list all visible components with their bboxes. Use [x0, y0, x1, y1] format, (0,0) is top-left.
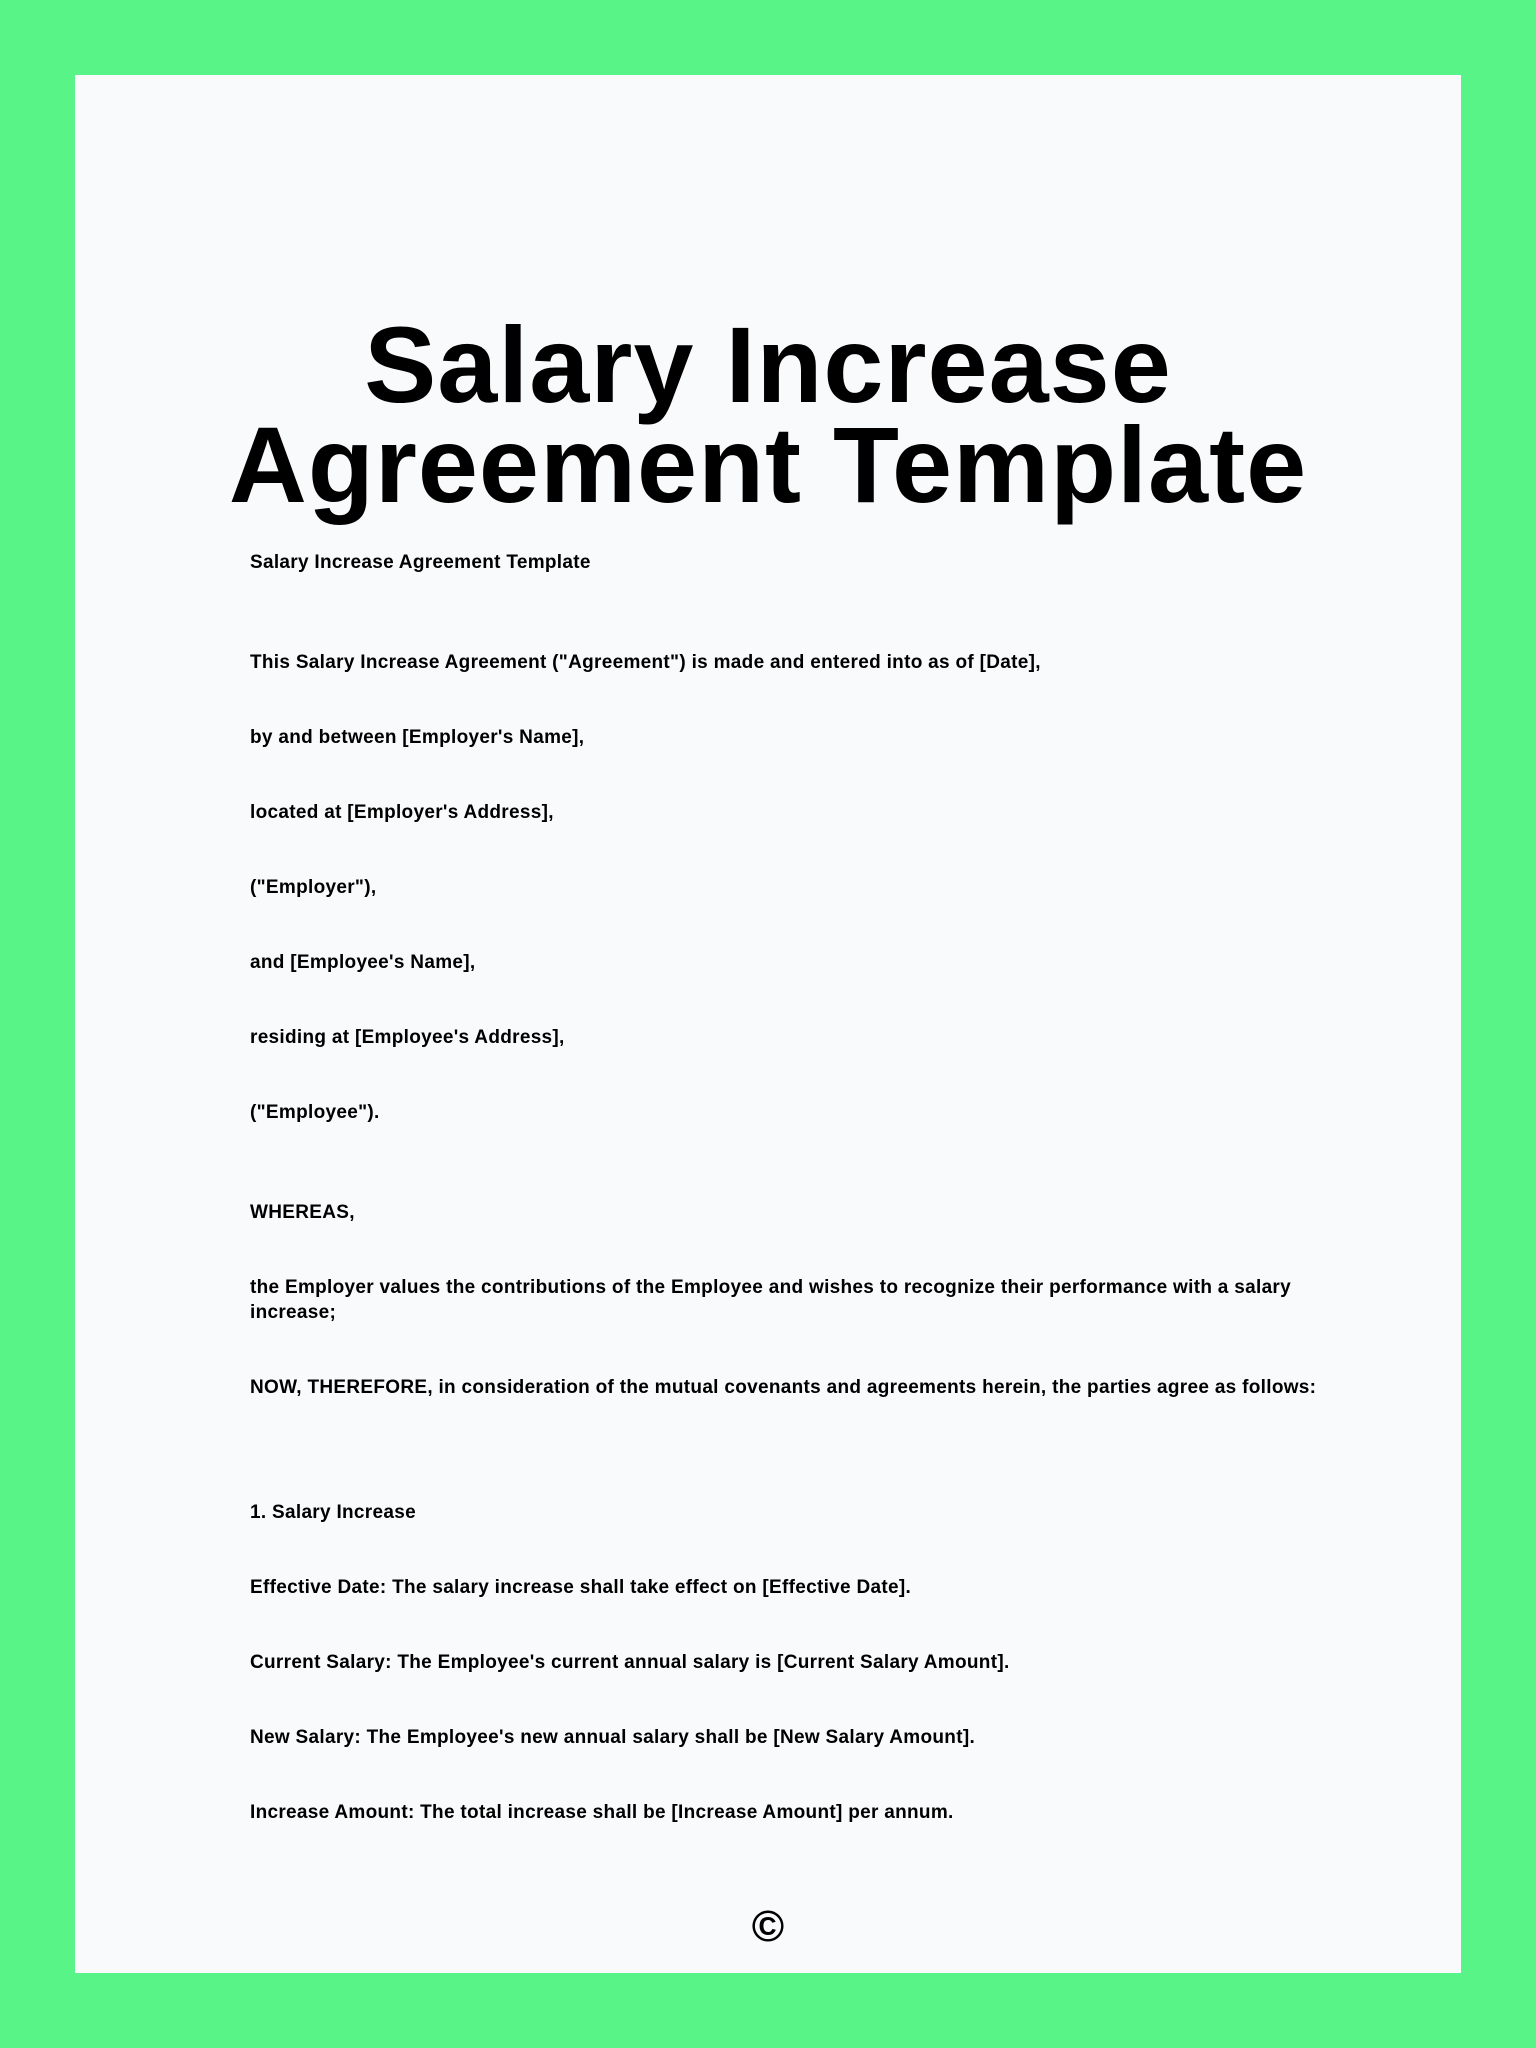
- increase-amount-clause: Increase Amount: The total increase shall be [Increase Amount] per annum.: [250, 1802, 954, 1823]
- whereas-text: the Employer values the contributions of the Employee and wishes to recognize their performance with a salary increase;: [250, 1277, 1291, 1323]
- intro-line-employee-name: and [Employee's Name],: [250, 952, 476, 973]
- intro-line-employer-address: located at [Employer's Address],: [250, 802, 554, 823]
- copyright-icon: ©: [751, 1902, 785, 1951]
- section-1-heading: 1. Salary Increase: [250, 1502, 416, 1523]
- now-therefore-text: NOW, THEREFORE, in consideration of the mutual covenants and agreements herein, the parties agree as follows:: [250, 1377, 1317, 1398]
- intro-line-date: This Salary Increase Agreement ("Agreement") is made and entered into as of [Date],: [250, 652, 1041, 673]
- whereas-heading: WHEREAS,: [250, 1202, 355, 1223]
- new-salary-clause: New Salary: The Employee's new annual salary shall be [New Salary Amount].: [250, 1727, 976, 1748]
- intro-line-employer: ("Employer"),: [250, 877, 377, 898]
- document-page: [75, 75, 1461, 1973]
- document-subtitle: Salary Increase Agreement Template: [250, 552, 591, 573]
- current-salary-clause: Current Salary: The Employee's current annual salary is [Current Salary Amount].: [250, 1652, 1010, 1673]
- intro-line-employer-name: by and between [Employer's Name],: [250, 727, 585, 748]
- effective-date-clause: Effective Date: The salary increase shall take effect on [Effective Date].: [250, 1577, 912, 1598]
- intro-line-employee-address: residing at [Employee's Address],: [250, 1027, 565, 1048]
- intro-line-employee: ("Employee").: [250, 1102, 380, 1123]
- document-title: Salary Increase Agreement Template: [228, 304, 1308, 525]
